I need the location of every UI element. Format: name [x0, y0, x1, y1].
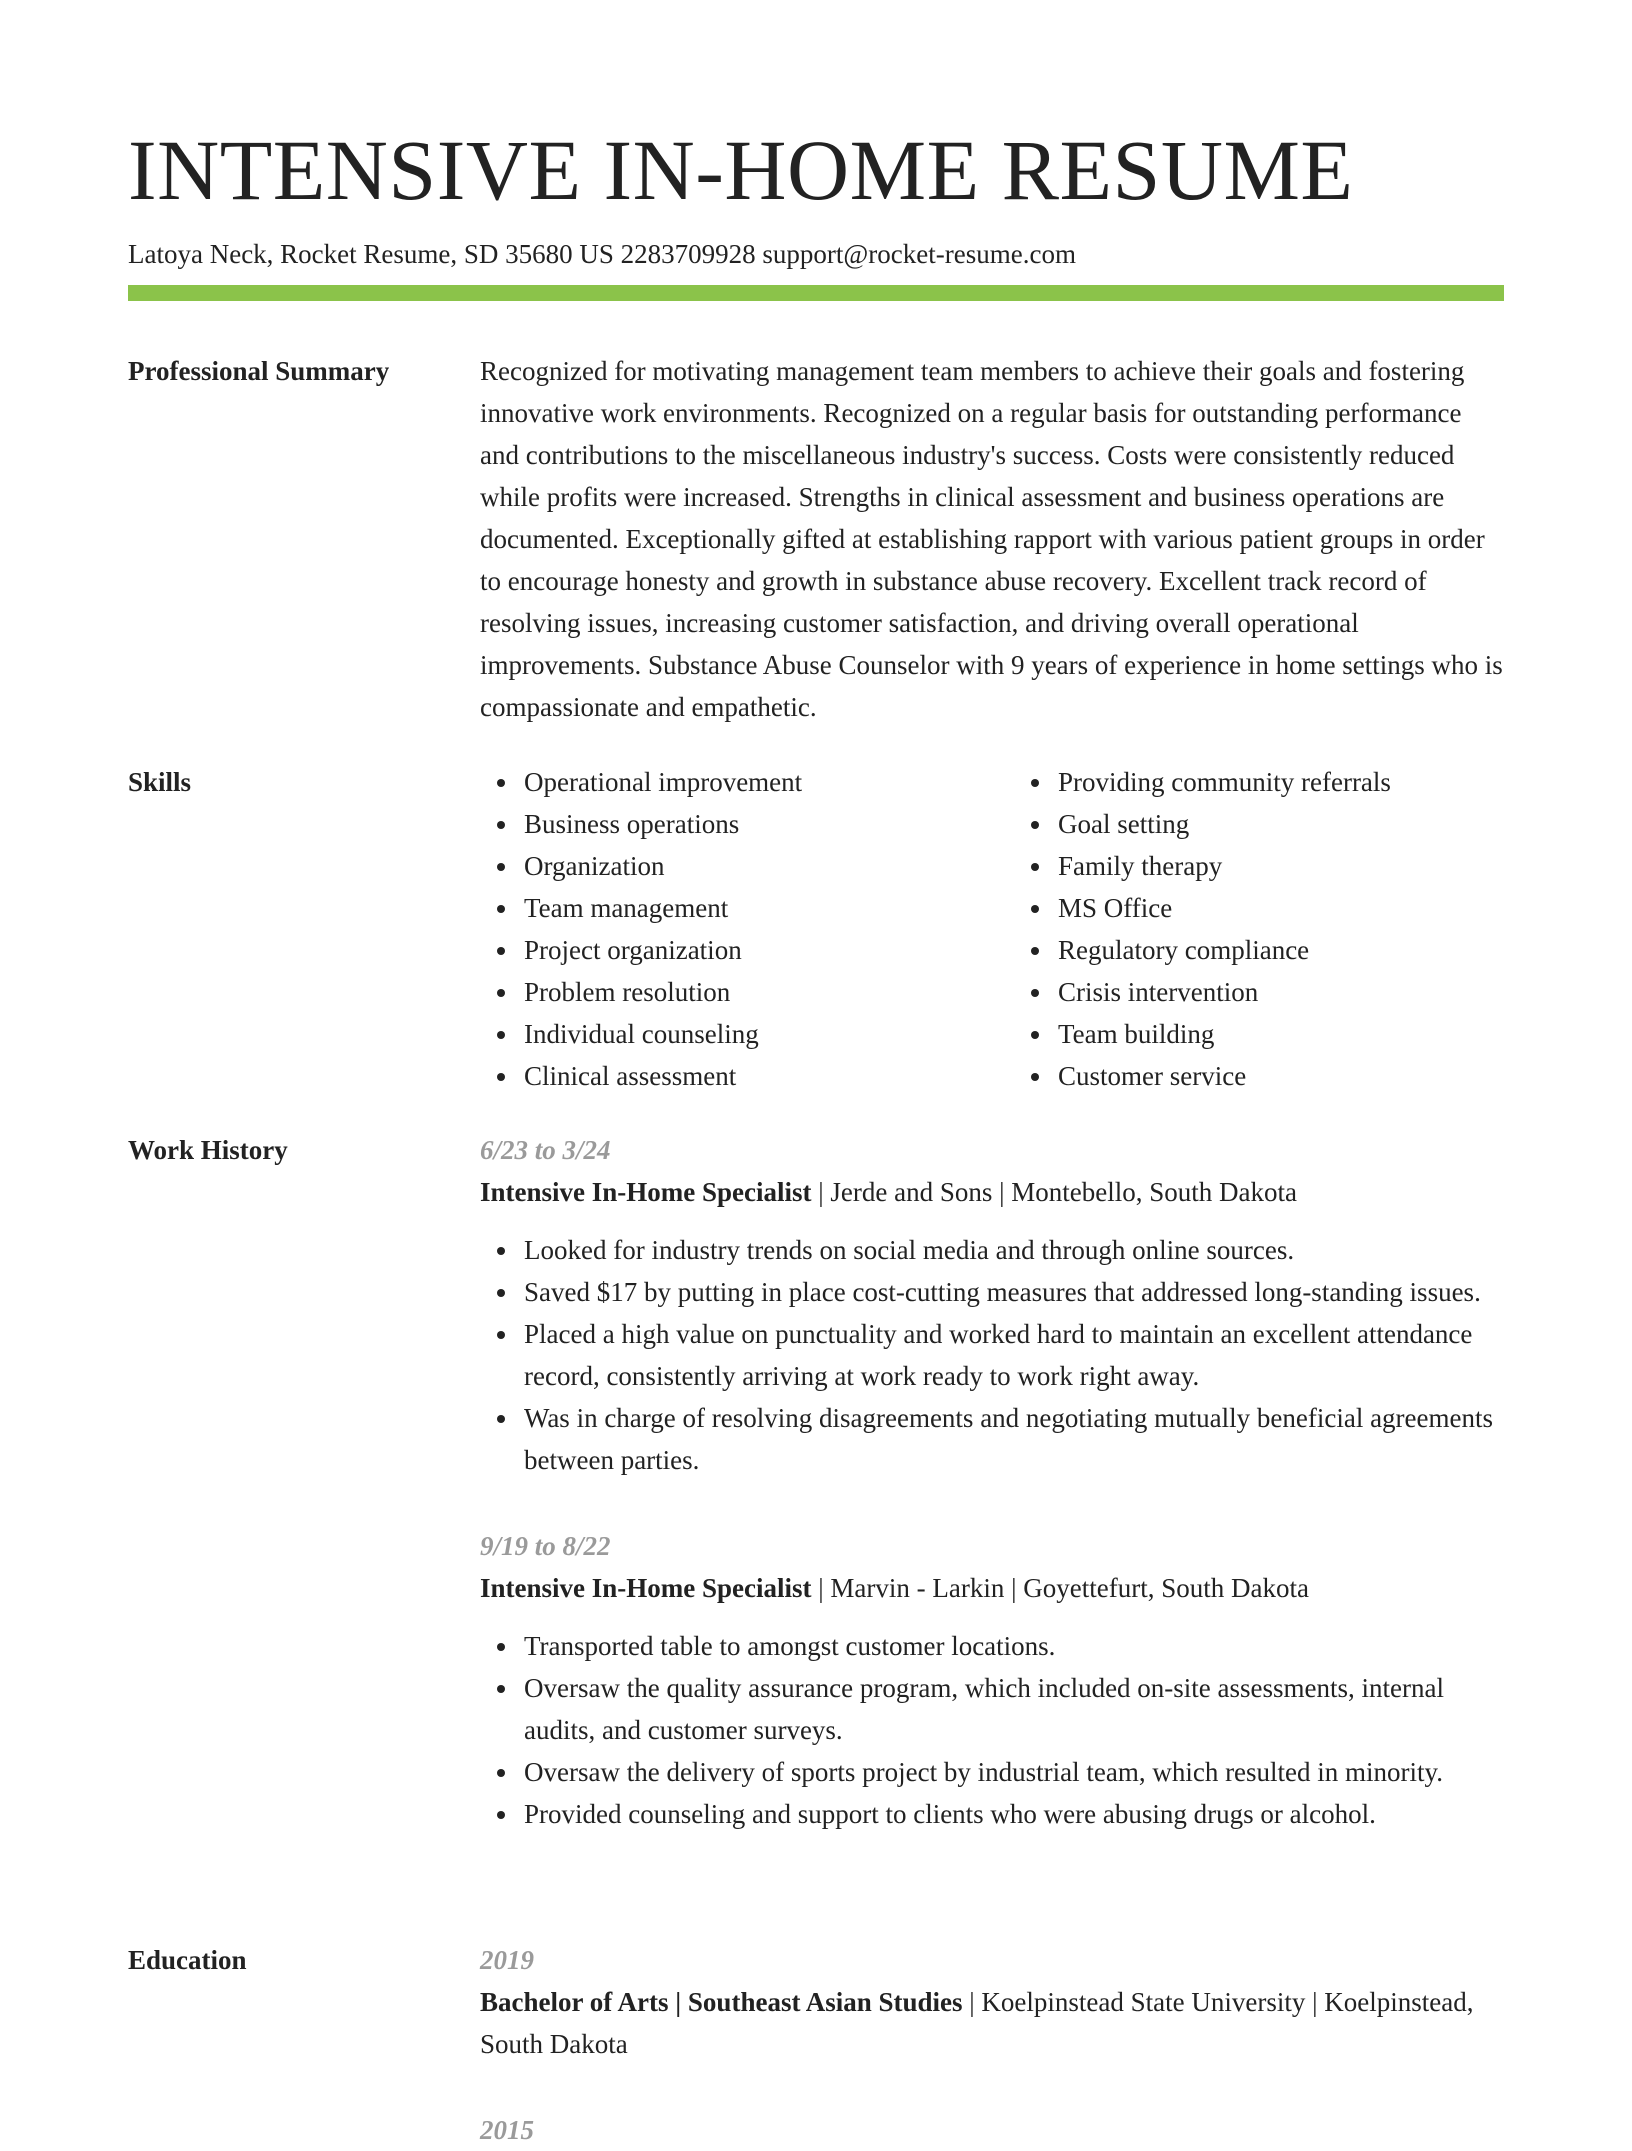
- job-entry: [480, 1525, 1504, 1835]
- skill-item: Family therapy: [1058, 845, 1504, 887]
- skill-item: Project organization: [524, 929, 970, 971]
- job-employer-location: | Jerde and Sons | Montebello, South Dakota: [811, 1177, 1298, 1207]
- skill-item: Operational improvement: [524, 761, 970, 803]
- job-heading: [480, 1171, 1504, 1213]
- job-bullet: Oversaw the quality assurance program, which included on-site assessments, internal audits, and customer surveys.: [524, 1667, 1504, 1751]
- education-body: [480, 1939, 1504, 2151]
- skill-item: Goal setting: [1058, 803, 1504, 845]
- skill-item: Customer service: [1058, 1055, 1504, 1097]
- job-bullet: Provided counseling and support to clients who were abusing drugs or alcohol.: [524, 1793, 1504, 1835]
- skill-item: Organization: [524, 845, 970, 887]
- job-bullet: Looked for industry trends on social media and through online sources.: [524, 1229, 1504, 1271]
- skill-item: MS Office: [1058, 887, 1504, 929]
- education-entry: [480, 2109, 1504, 2151]
- job-bullet: Transported table to amongst customer locations.: [524, 1625, 1504, 1667]
- summary-text: Recognized for motivating management team members to achieve their goals and fostering innovative work environments. Recognized on a regular basis for outstanding performance and contributions to the miscellaneous industry's success. Costs were consistently reduced while profits were increased. Strengths in clinical assessment and business operations are documented. Exceptionally gifted at establishing rapport with various patient groups in order to encourage honesty and growth in substance abuse recovery. Excellent track record of resolving issues, increasing customer satisfaction, and driving overall operational improvements. Substance Abuse Counselor with 9 years of experience in home settings who is compassionate and empathetic.: [480, 356, 1503, 722]
- job-bullet-list: [480, 1625, 1504, 1835]
- job-dates: 9/19 to 8/22: [480, 1531, 611, 1561]
- summary-body: [480, 350, 1504, 728]
- job-bullet: Was in charge of resolving disagreements and negotiating mutually beneficial agreements between parties.: [524, 1397, 1504, 1481]
- skills-list-right: [1014, 761, 1504, 1097]
- job-entry: [480, 1129, 1504, 1481]
- section-label-work-history: Work History: [128, 1135, 288, 1165]
- education-year: 2015: [480, 2115, 534, 2145]
- skill-item: Team management: [524, 887, 970, 929]
- job-employer-location: | Marvin - Larkin | Goyettefurt, South Dakota: [811, 1573, 1309, 1603]
- job-dates: 6/23 to 3/24: [480, 1135, 611, 1165]
- resume-header: [128, 118, 1504, 272]
- skill-item: Crisis intervention: [1058, 971, 1504, 1013]
- resume-title: INTENSIVE IN-HOME RESUME: [128, 122, 1354, 218]
- skill-item: Business operations: [524, 803, 970, 845]
- work-history-body: [480, 1129, 1504, 1835]
- section-label-skills: Skills: [128, 767, 192, 797]
- skill-item: Clinical assessment: [524, 1055, 970, 1097]
- job-heading: [480, 1567, 1504, 1609]
- job-bullet-list: [480, 1229, 1504, 1481]
- job-title: Intensive In-Home Specialist: [480, 1573, 812, 1603]
- section-label-education: Education: [128, 1945, 247, 1975]
- section-label-summary: Professional Summary: [128, 356, 390, 386]
- skill-item: Providing community referrals: [1058, 761, 1504, 803]
- education-heading: [480, 1981, 1504, 2065]
- job-title: Intensive In-Home Specialist: [480, 1177, 812, 1207]
- skill-item: Individual counseling: [524, 1013, 970, 1055]
- school-location: | Koelpinstead State University | Koelpinstead, South Dakota: [480, 1987, 1474, 2059]
- education-entry: [480, 1939, 1504, 2065]
- education-year: 2019: [480, 1945, 534, 1975]
- skill-item: Team building: [1058, 1013, 1504, 1055]
- skill-item: Problem resolution: [524, 971, 970, 1013]
- job-bullet: Placed a high value on punctuality and worked hard to maintain an excellent attendance record, consistently arriving at work ready to work right away.: [524, 1313, 1504, 1397]
- accent-divider: [128, 285, 1504, 301]
- job-bullet: Saved $17 by putting in place cost-cutting measures that addressed long-standing issues.: [524, 1271, 1504, 1313]
- degree: Bachelor of Arts | Southeast Asian Studies: [480, 1987, 963, 2017]
- job-bullet: Oversaw the delivery of sports project by industrial team, which resulted in minority.: [524, 1751, 1504, 1793]
- skills-list-left: [480, 761, 970, 1097]
- contact-line: Latoya Neck, Rocket Resume, SD 35680 US 2283709928 support@rocket-resume.com: [128, 239, 1076, 269]
- skills-columns: [480, 761, 1504, 1097]
- skill-item: Regulatory compliance: [1058, 929, 1504, 971]
